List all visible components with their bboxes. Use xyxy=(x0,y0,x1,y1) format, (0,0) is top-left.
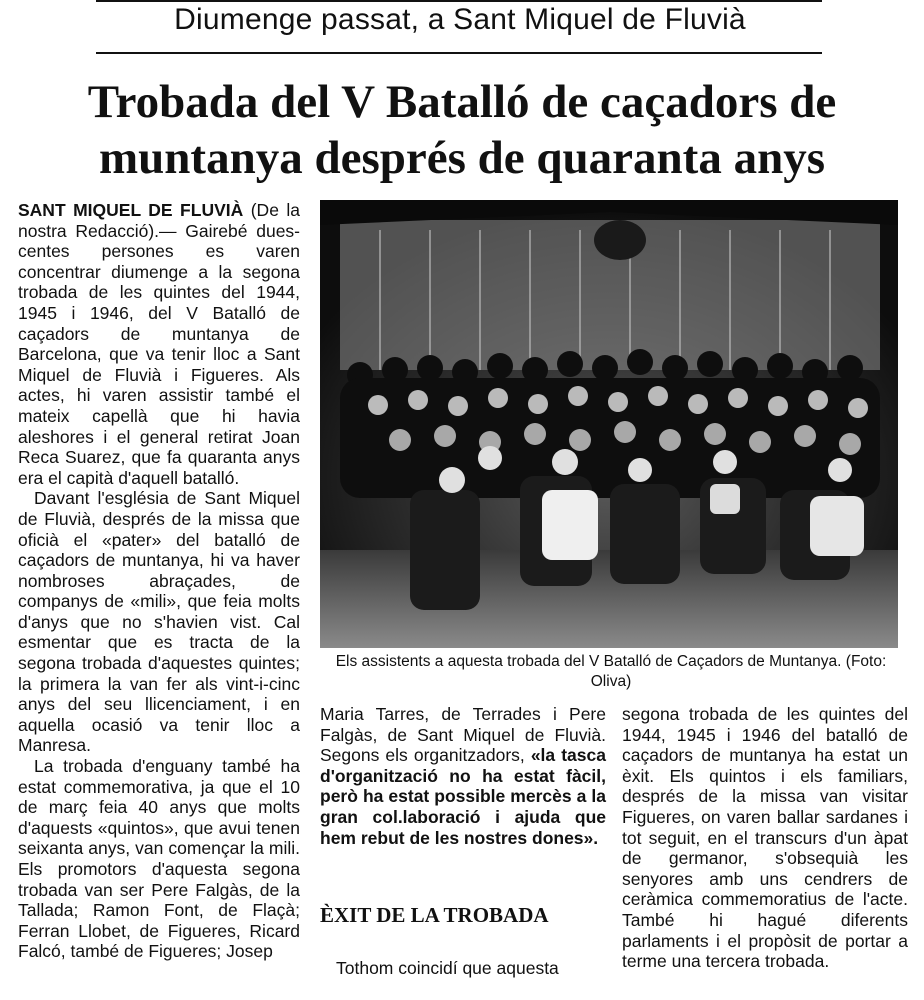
group-photo-image xyxy=(320,200,898,648)
paragraph-1-text: (De la nostra Redacció).— Gairebé dues-centes persones es varen concentrar diumenge a la segona trobada de les quintes del 1944, 1945 i 1946, del V Batalló de caçadors de muntanya de Barcelona, que va tenir lloc a Sant Miquel de Fluvià i Figueres. Als actes, hi varen assistir també el mateix capellà que hi havia aleshores i el general retirat Joan Reca Suarez, que fa quaranta anys era el capità d'aquell batalló. xyxy=(18,200,301,488)
kicker: Diumenge passat, a Sant Miquel de Fluvià xyxy=(174,3,746,36)
photo-caption: Els assistents a aquesta trobada del V Batalló de Caçadors de Muntanya. (Foto: Oliva) xyxy=(335,653,887,690)
organizers-quote: «la tasca d'organització no ha estat fàcil, però ha estat possible mercès a la gran col.laboració i ajuda que hem rebut de les nostres dones». xyxy=(320,745,606,848)
paragraph-2: Davant l'església de Sant Miquel de Fluvià, després de la missa que oficià el «pater» del batalló de caçadors de muntanya, hi va haver nombroses abraçades, de companys de «mili», que feia molts d'anys que no s'havien vist. Cal esmentar que es tracta de la segona trobada d'aquestes quintes; la primera la van fer als vint-i-cinc anys del seu llicenciament, i en aquella ocasió va tenir lloc a Manresa. xyxy=(18,488,300,756)
headline-line-1: Trobada del V Batalló de caçadors de xyxy=(87,76,837,128)
column-3 xyxy=(622,704,908,972)
column-2 xyxy=(320,704,606,848)
paragraph-4-text: Maria Tarres, de Terrades i Pere Falgàs, de Sant Miquel de Fluvià. Segons els organitzadors, xyxy=(320,704,606,766)
group-photo xyxy=(320,200,898,648)
paragraph-3: La trobada d'enguany també ha estat commemorativa, ja que el 10 de març feia 40 anys que molts d'aquests «quintos», que avui tenen seixanta anys, van començar la mili. Els promotors d'aquesta segona trobada van ser Pere Falgàs, de la Tallada; Ramon Font, de Flaçà; Ferran Llobet, de Figueres, Ricard Falcó, també de Figueres; Josep xyxy=(18,756,300,962)
column-2-end xyxy=(320,958,606,979)
paragraph-1 xyxy=(18,200,300,488)
paragraph-5-continued: segona trobada de les quintes del 1944, 1945 i 1946 del batalló de caçadors de muntanya ha estat un èxit. Els quintos i els familiars, després de la missa van visitar Figueres, on varen ballar sardanes i tot seguit, en el transcurs d'un àpat de germanor, s'obsequià les senyores amb uns cendrers de ceràmica commemoratius de l'acte. També hi hagué diferents parlaments i el propòsit de portar a terme una tercera trobada. xyxy=(622,704,908,972)
dateline: SANT MIQUEL DE FLUVIÀ xyxy=(18,200,244,220)
paragraph-4 xyxy=(320,704,606,848)
paragraph-5-start: Tothom coincidí que aquesta xyxy=(336,958,559,978)
kicker-rule-bottom xyxy=(96,52,822,54)
column-1 xyxy=(18,200,300,962)
headline xyxy=(0,74,924,186)
subheading: ÈXIT DE LA TROBADA xyxy=(320,903,549,927)
headline-line-2: muntanya després de quaranta anys xyxy=(98,132,826,184)
